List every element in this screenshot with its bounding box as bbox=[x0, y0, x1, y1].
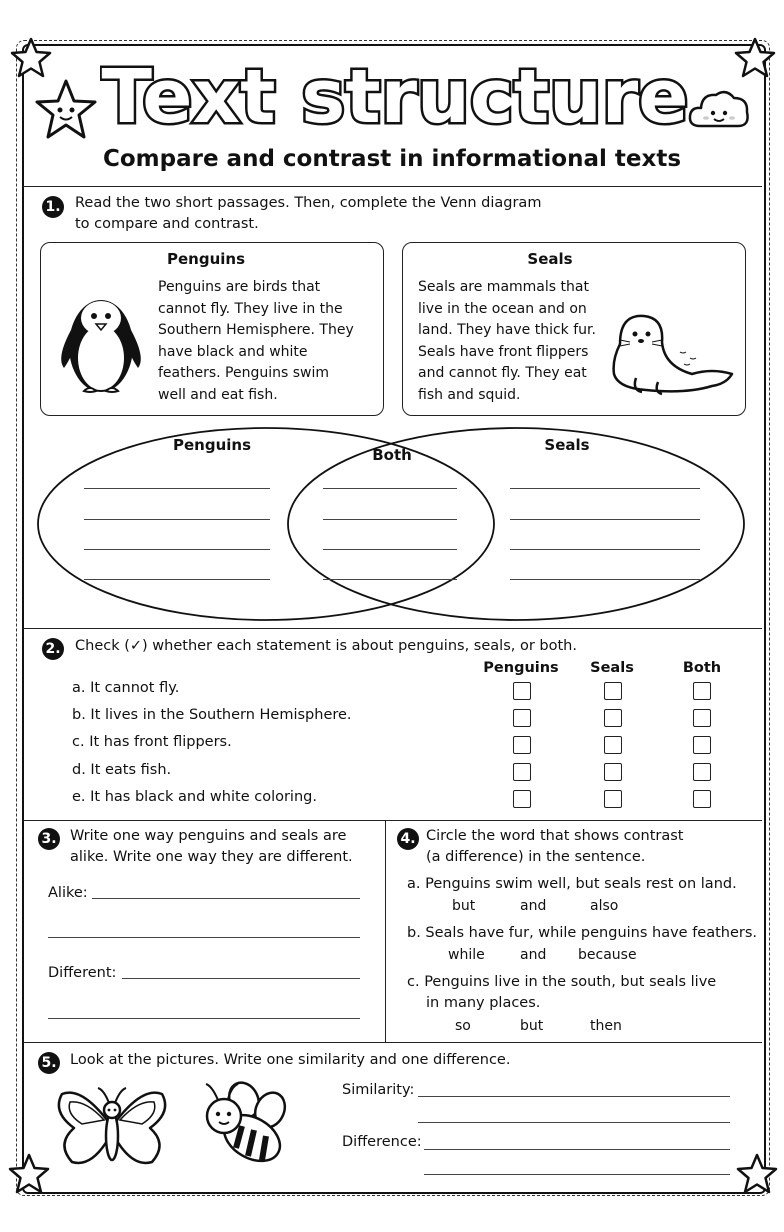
venn-penguins-line[interactable] bbox=[84, 488, 270, 489]
venn-seals-line[interactable] bbox=[510, 519, 700, 520]
passage-line: fish and squid. bbox=[418, 386, 521, 403]
bee-illustration bbox=[198, 1078, 294, 1170]
passage-line: Southern Hemisphere. They bbox=[158, 322, 354, 338]
checkbox-both[interactable] bbox=[693, 790, 711, 808]
passage-line: have black and white bbox=[158, 343, 308, 360]
statement: b. It lives in the Southern Hemisphere. bbox=[72, 707, 352, 723]
passage-line: cannot fly. They live in the bbox=[158, 300, 343, 317]
contrast-sentence: a. Penguins swim well, but seals rest on land. bbox=[407, 876, 737, 892]
passage-text bbox=[418, 277, 596, 406]
contrast-sentence-line: c. Penguins live in the south, but seals live bbox=[407, 974, 717, 990]
star-icon bbox=[8, 36, 54, 80]
smiling-star-icon bbox=[32, 78, 100, 142]
different-answer-line[interactable] bbox=[122, 978, 360, 979]
word-option[interactable]: because bbox=[578, 947, 637, 963]
venn-middle-label: Both bbox=[372, 446, 412, 464]
divider bbox=[23, 186, 762, 187]
column-header: Both bbox=[682, 660, 722, 676]
passage-line: feathers. Penguins swim bbox=[158, 365, 330, 381]
checkbox-seals[interactable] bbox=[604, 736, 622, 754]
divider bbox=[23, 1042, 762, 1043]
q3-instruction-line: alike. Write one way they are different. bbox=[70, 849, 353, 865]
alike-label: Alike: bbox=[48, 885, 88, 901]
venn-both-line[interactable] bbox=[323, 488, 457, 489]
question-number-badge: 3. bbox=[38, 828, 60, 850]
title-graphic bbox=[100, 46, 690, 144]
statement: d. It eats fish. bbox=[72, 762, 172, 778]
q4-instruction bbox=[426, 826, 683, 868]
checkbox-both[interactable] bbox=[693, 709, 711, 727]
word-option[interactable]: then bbox=[590, 1018, 622, 1034]
checkbox-seals[interactable] bbox=[604, 790, 622, 808]
checkbox-seals[interactable] bbox=[604, 763, 622, 781]
venn-right-label: Seals bbox=[544, 436, 590, 454]
passage-line: and cannot fly. They eat bbox=[418, 365, 587, 381]
alike-answer-line[interactable] bbox=[92, 898, 360, 899]
word-option[interactable]: while bbox=[448, 947, 485, 963]
divider bbox=[23, 820, 762, 821]
checkbox-penguins[interactable] bbox=[513, 790, 531, 808]
word-option[interactable]: and bbox=[520, 898, 547, 914]
divider bbox=[23, 628, 762, 629]
checkbox-penguins[interactable] bbox=[513, 736, 531, 754]
star-icon bbox=[732, 36, 778, 80]
word-option[interactable]: also bbox=[590, 898, 619, 914]
checkbox-both[interactable] bbox=[693, 736, 711, 754]
q2-instruction: Check (✓) whether each statement is about penguins, seals, or both. bbox=[75, 638, 577, 654]
difference-answer-line[interactable] bbox=[424, 1174, 730, 1175]
contrast-sentence-line: in many places. bbox=[426, 995, 541, 1011]
star-icon bbox=[6, 1152, 52, 1196]
different-label: Different: bbox=[48, 965, 117, 981]
passage-title: Seals bbox=[527, 250, 573, 268]
venn-left-label: Penguins bbox=[172, 436, 251, 454]
page-subtitle: Compare and contrast in informational texts bbox=[102, 146, 682, 172]
similarity-label: Similarity: bbox=[342, 1082, 415, 1098]
checkbox-penguins[interactable] bbox=[513, 709, 531, 727]
alike-answer-line[interactable] bbox=[48, 937, 360, 938]
star-icon bbox=[734, 1152, 780, 1196]
column-header: Seals bbox=[590, 660, 634, 676]
difference-answer-line[interactable] bbox=[424, 1149, 730, 1150]
venn-seals-line[interactable] bbox=[510, 579, 700, 580]
passage-line: Penguins are birds that bbox=[158, 279, 321, 295]
question-number-badge: 5. bbox=[38, 1052, 60, 1074]
checkbox-both[interactable] bbox=[693, 763, 711, 781]
word-option[interactable]: so bbox=[455, 1018, 471, 1034]
passage-line: well and eat fish. bbox=[158, 386, 278, 403]
question-number-badge: 2. bbox=[42, 638, 64, 660]
checkbox-penguins[interactable] bbox=[513, 763, 531, 781]
passage-line: land. They have thick fur. bbox=[418, 322, 596, 338]
word-option[interactable]: and bbox=[520, 947, 547, 963]
page-title: Text structure bbox=[101, 54, 689, 140]
venn-penguins-line[interactable] bbox=[84, 549, 270, 550]
venn-both-line[interactable] bbox=[323, 549, 457, 550]
column-header: Penguins bbox=[483, 660, 559, 676]
checkbox-both[interactable] bbox=[693, 682, 711, 700]
checkbox-seals[interactable] bbox=[604, 709, 622, 727]
statement: e. It has black and white coloring. bbox=[72, 789, 317, 805]
q5-instruction: Look at the pictures. Write one similarity and one difference. bbox=[70, 1052, 511, 1068]
passage-line: live in the ocean and on bbox=[418, 300, 587, 317]
venn-penguins-line[interactable] bbox=[84, 519, 270, 520]
venn-penguins-line[interactable] bbox=[84, 579, 270, 580]
venn-seals-line[interactable] bbox=[510, 488, 700, 489]
question-number-badge: 4. bbox=[397, 828, 419, 850]
q1-instruction-line: to compare and contrast. bbox=[75, 216, 259, 232]
seal-illustration bbox=[600, 304, 740, 400]
q3-instruction-line: Write one way penguins and seals are bbox=[70, 828, 347, 844]
venn-seals-line[interactable] bbox=[510, 549, 700, 550]
divider bbox=[385, 820, 386, 1042]
checkbox-seals[interactable] bbox=[604, 682, 622, 700]
passage-title: Penguins bbox=[166, 250, 245, 268]
contrast-sentence: b. Seals have fur, while penguins have feathers. bbox=[407, 925, 758, 941]
q4-instruction-line: Circle the word that shows contrast bbox=[426, 828, 684, 844]
q3-instruction bbox=[70, 826, 353, 868]
passage-text bbox=[158, 277, 354, 406]
statement: a. It cannot fly. bbox=[72, 680, 180, 696]
difference-label: Difference: bbox=[342, 1134, 422, 1150]
statement: c. It has front flippers. bbox=[72, 734, 232, 750]
word-option[interactable]: but bbox=[520, 1018, 544, 1034]
question-number-badge: 1. bbox=[42, 196, 64, 218]
butterfly-illustration bbox=[52, 1084, 172, 1170]
venn-both-line[interactable] bbox=[323, 579, 457, 580]
checkbox-penguins[interactable] bbox=[513, 682, 531, 700]
similarity-answer-line[interactable] bbox=[418, 1096, 730, 1097]
q1-instruction-line: Read the two short passages. Then, complete the Venn diagram bbox=[75, 195, 542, 211]
passage-line: Seals are mammals that bbox=[418, 279, 589, 295]
venn-both-line[interactable] bbox=[323, 519, 457, 520]
contrast-sentence bbox=[407, 972, 716, 1014]
q1-instruction bbox=[75, 193, 541, 235]
different-answer-line[interactable] bbox=[48, 1018, 360, 1019]
word-option[interactable]: but bbox=[452, 898, 476, 914]
smiling-cloud-icon bbox=[686, 84, 752, 134]
similarity-answer-line[interactable] bbox=[418, 1122, 730, 1123]
q4-instruction-line: (a difference) in the sentence. bbox=[426, 849, 646, 865]
passage-line: Seals have front flippers bbox=[418, 343, 589, 360]
penguin-illustration bbox=[52, 280, 150, 400]
